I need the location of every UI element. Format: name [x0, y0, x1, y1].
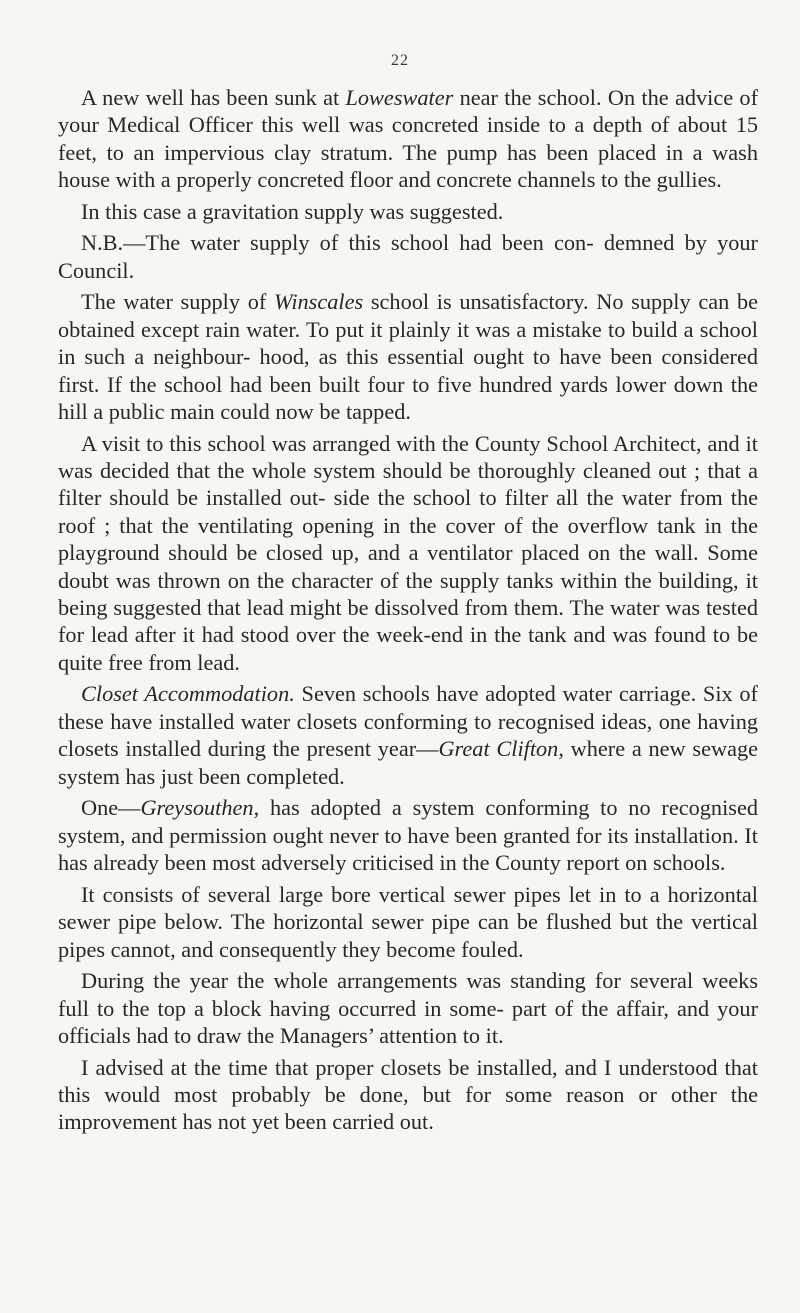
italic-text: Closet Accommodation.: [81, 681, 295, 707]
paragraph: [58, 794, 758, 876]
body-text: [58, 84, 758, 1140]
paragraph: [58, 967, 758, 1049]
italic-text: Greysouthen: [140, 795, 254, 821]
paragraph: [58, 229, 758, 284]
text-run: , has adopted a system conforming to no recognised system, and permission ought never to have been granted for its installation. It has already been most adversely criticised in the County report on schools.: [58, 795, 758, 876]
italic-text: Loweswater: [345, 85, 454, 110]
text-run: During the year the whole arrangements was standing for several weeks full to the top a block having occurred in some- part of the affair, and your officials had to draw the Managers’ attention to it.: [58, 968, 758, 1048]
text-run: near the school. On the advice of your Medical Officer this well was concreted inside to a depth of about 15 feet, to an impervious clay stratum. The pump has been placed in a wash house with a properly concreted floor and concrete channels to the gullies.: [58, 85, 758, 193]
text-run: , where a new sewage system has just been completed.: [58, 736, 759, 789]
paragraph: [58, 288, 758, 425]
text-run: The water supply of: [81, 289, 274, 315]
paragraph: [58, 84, 758, 194]
text-run: Seven schools have adopted water carriage. Six of these have installed water closets conforming to recognised ideas, one having closets installed during the present year—: [58, 681, 758, 762]
italic-text: Great Clifton: [438, 736, 559, 762]
text-run: In this case a gravitation supply was suggested.: [81, 198, 504, 224]
paragraph: [58, 1054, 758, 1136]
text-run: I advised at the time that proper closets be installed, and I understood that this would most probably be done, but for some reason or other the improvement has not yet been carried out.: [58, 1054, 758, 1135]
text-run: school is unsatisfactory. No supply can be obtained except rain water. To put it plainly it was a mistake to build a school in such a neighbour- hood, as this essential ought to have been considered first. If the school had been built four to five hundred yards lower down the hill a public main could now be tapped.: [58, 289, 758, 425]
text-run: A new well has been sunk at: [81, 85, 346, 110]
paragraph: [58, 881, 758, 963]
page-number: 22: [391, 52, 409, 69]
text-run: N.B.—The water supply of this school had been con- demned by your Council.: [58, 230, 758, 283]
paragraph: [58, 198, 758, 225]
text-run: It consists of several large bore vertical sewer pipes let in to a horizontal sewer pipe below. The horizontal sewer pipe can be flushed but the vertical pipes cannot, and consequently they become fouled.: [58, 881, 758, 962]
italic-text: Winscales: [273, 289, 364, 315]
text-run: A visit to this school was arranged with the County School Architect, and it was decided that the whole system should be thoroughly cleaned out ; that a filter should be installed out- side the school to filter all the water from the roof ; that the ventilating opening in the cover of the overflow tank in the playground should be closed up, and a ventilator placed on the wall. Some doubt was thrown on the character of the supply tanks within the building, it being suggested that lead might be dissolved from them. The water was tested for lead after it had stood over the week-end in the tank and was found to be quite free from lead.: [58, 430, 758, 675]
paragraph: [58, 680, 758, 790]
paragraph: [58, 430, 758, 677]
text-run: One—: [81, 795, 141, 821]
